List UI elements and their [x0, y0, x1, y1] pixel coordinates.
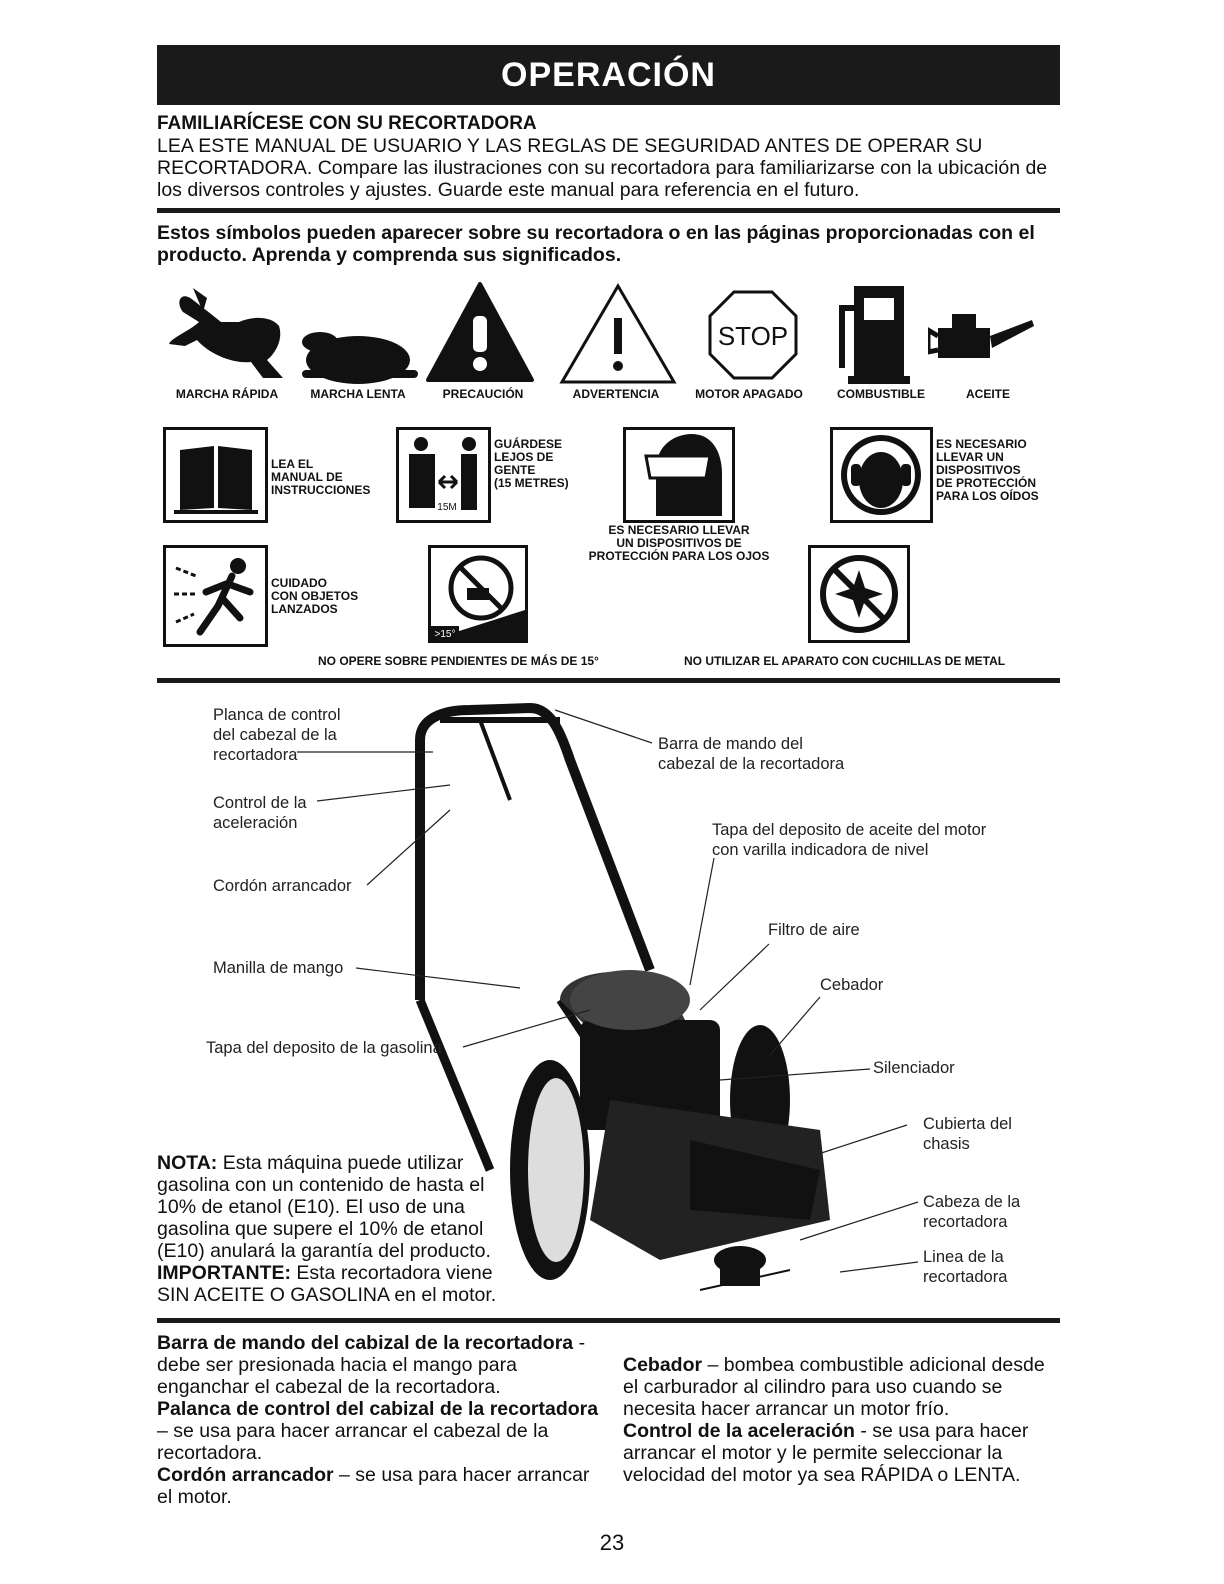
section-heading: FAMILIARÍCESE CON SU RECORTADORA [157, 113, 537, 134]
description-item [157, 1398, 602, 1464]
slope-badge: >15° [434, 629, 456, 640]
description-text: – se usa para hacer arrancar el motor. [157, 1464, 590, 1508]
label-line: PARA LOS OÍDOS [936, 489, 1039, 503]
callout-line: del cabezal de la [213, 726, 337, 744]
label-line: INSTRUCCIONES [271, 483, 371, 497]
description-item [623, 1354, 1063, 1420]
callout-line: chasis [923, 1135, 970, 1153]
label-line: UN DISPOSITIVOS DE [616, 536, 742, 550]
callout-deck [923, 1114, 1012, 1154]
description-item [623, 1420, 1063, 1486]
label-line: (15 METRES) [494, 476, 569, 490]
callout-line: cabezal de la recortadora [658, 755, 845, 773]
callout-bail [658, 734, 844, 774]
metal-blade-label: NO UTILIZAR EL APARATO CON CUCHILLAS DE METAL [684, 654, 1006, 668]
callout-line: Linea de la [923, 1248, 1004, 1266]
label-line: GENTE [494, 463, 536, 477]
callout-primer: Cebador [820, 976, 884, 994]
symbols-intro: Estos símbolos pueden aparecer sobre su recortadora o en las páginas proporcionadas con el producto. Aprenda y comprenda sus significados. [157, 222, 1035, 266]
callout-line: con varilla indicadora de nivel [712, 841, 929, 859]
label-warning: ADVERTENCIA [572, 387, 660, 401]
callout-line: recortadora [923, 1268, 1008, 1286]
intro-paragraph: LEA ESTE MANUAL DE USUARIO Y LAS REGLAS DE SEGURIDAD ANTES DE OPERAR SU RECORTADORA. Compare las ilustraciones con su recortadora para familiarizarse con la ubicación de los diversos controles y ajustes. Guarde este manual para referencia en el futuro. [157, 135, 1048, 201]
callout-line: recortadora [923, 1213, 1008, 1231]
label-line: ES NECESARIO LLEVAR [608, 523, 750, 537]
callout-trimmer-line [923, 1247, 1007, 1287]
description-text: - debe ser presionada hacia el mango para enganchar el cabezal de la recortadora. [157, 1332, 586, 1398]
label-fast: MARCHA RÁPIDA [175, 387, 279, 401]
callout-trimmer-head [923, 1192, 1020, 1232]
callout-lever [213, 705, 341, 765]
important-label: IMPORTANTE: [157, 1262, 291, 1284]
description-item [157, 1332, 602, 1398]
description-column-left [157, 1332, 602, 1508]
description-term: Barra de mando del cabizal de la recortadora [157, 1332, 574, 1354]
description-text: – se usa para hacer arrancar el cabezal de la recortadora. [157, 1420, 549, 1464]
label-line: DISPOSITIVOS [936, 463, 1021, 477]
label-line: MANUAL DE [271, 470, 343, 484]
description-term: Cebador [623, 1354, 703, 1376]
label-line: LEJOS DE [494, 450, 554, 464]
label-line: PROTECCIÓN PARA LOS OJOS [588, 549, 770, 563]
callout-throttle [213, 793, 307, 833]
description-term: Control de la aceleración [623, 1420, 855, 1442]
label-line: ES NECESARIO [936, 437, 1027, 451]
description-term: Cordón arrancador [157, 1464, 334, 1486]
callout-air-filter: Filtro de aire [768, 921, 860, 939]
callout-fuel-cap: Tapa del deposito de la gasolina [206, 1039, 442, 1057]
callout-line: Barra de mando del [658, 735, 803, 753]
label-line: GUÁRDESE [494, 437, 563, 451]
label-line: DE PROTECCIÓN [936, 476, 1037, 490]
page-number: 23 [599, 1530, 625, 1555]
label-caution: PRECAUCIÓN [442, 387, 524, 401]
important-text: Esta recortadora viene SIN ACEITE O GASOLINA en el motor. [157, 1262, 497, 1306]
note-text: Esta máquina puede utilizar gasolina con un contenido de hasta el 10% de etanol (E10). El uso de una gasolina que supere el 10% de etanol (E10) anulará la garantía del producto. [157, 1152, 491, 1262]
description-term: Palanca de control del cabizal de la recortadora [157, 1398, 599, 1420]
label-oil: ACEITE [965, 387, 1010, 401]
description-text: – bombea combustible adicional desde el carburador al cilindro para uso cuando se necesita hacer arrancar un motor frío. [623, 1354, 1045, 1420]
label-line: CON OBJETOS [271, 589, 359, 603]
label-line: LANZADOS [271, 602, 338, 616]
slope-label: NO OPERE SOBRE PENDIENTES DE MÁS DE 15° [318, 654, 599, 668]
callout-oil-cap [712, 820, 986, 860]
note-block [157, 1152, 517, 1306]
callout-line: Tapa del deposito de aceite del motor [712, 821, 987, 839]
callout-line: Planca de control [213, 706, 341, 724]
callout-line: Control de la [213, 794, 307, 812]
callout-starter-cord: Cordón arrancador [213, 877, 352, 895]
label-line: CUIDADO [271, 576, 327, 590]
callout-handle-knob: Manilla de mango [213, 959, 344, 977]
description-text: - se usa para hacer arrancar el motor y le permite seleccionar la velocidad del motor ya sea RÁPIDA o LENTA. [623, 1420, 1029, 1486]
stop-text: STOP [717, 321, 789, 351]
description-column-right [623, 1354, 1063, 1486]
label-slow: MARCHA LENTA [310, 387, 406, 401]
callout-line: Cabeza de la [923, 1193, 1021, 1211]
note-label: NOTA: [157, 1152, 218, 1174]
distance-badge: 15M [437, 502, 457, 513]
callout-line: recortadora [213, 746, 298, 764]
description-item [157, 1464, 602, 1508]
callout-line: Cubierta del [923, 1115, 1012, 1133]
banner-title: OPERACIÓN [501, 55, 716, 94]
callout-line: aceleración [213, 814, 298, 832]
callout-muffler: Silenciador [873, 1059, 955, 1077]
label-engine-off: MOTOR APAGADO [695, 387, 803, 401]
label-fuel: COMBUSTIBLE [837, 387, 925, 401]
label-line: LEA EL [271, 457, 314, 471]
divider [157, 1318, 1060, 1323]
label-line: LLEVAR UN [936, 450, 1004, 464]
